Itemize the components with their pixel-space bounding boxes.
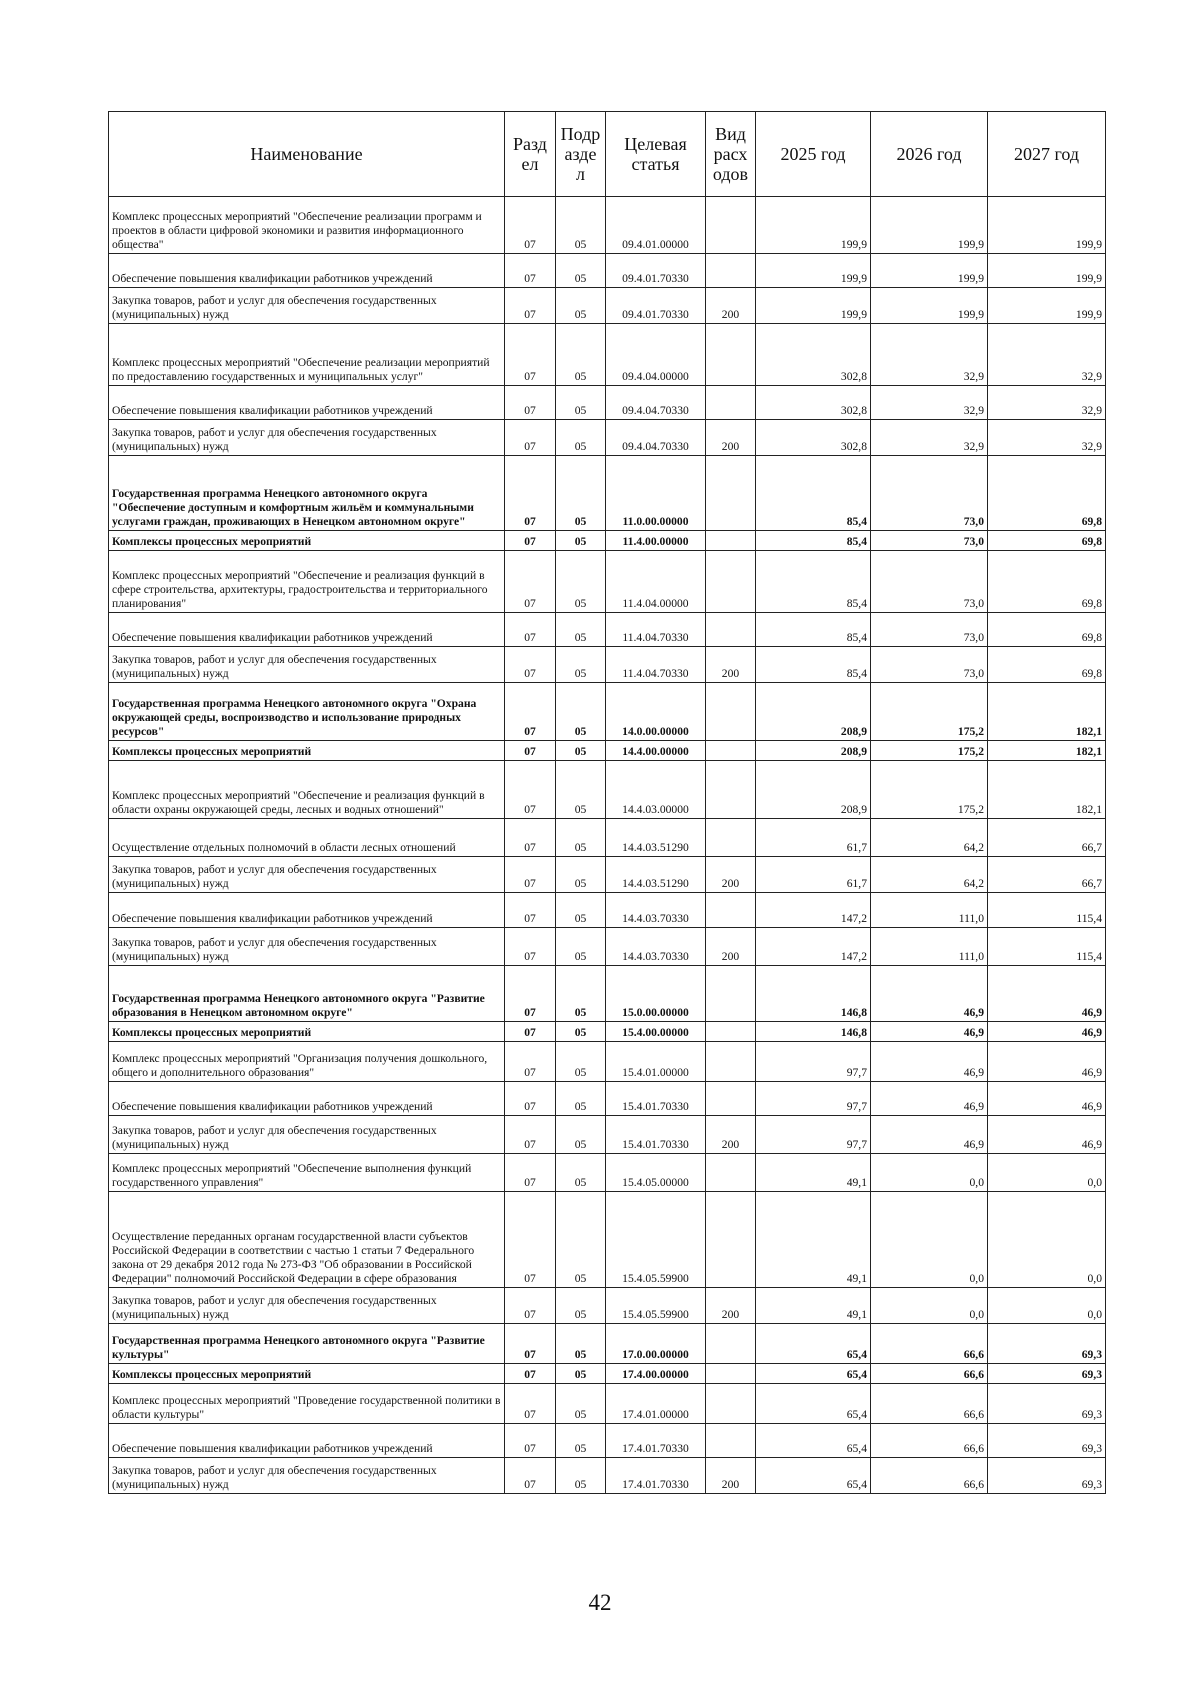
cell-name: Закупка товаров, работ и услуг для обеспечения государственных (муниципальных) нужд xyxy=(109,420,505,456)
cell-podrazdel: 05 xyxy=(556,1424,606,1458)
header-name: Наименование xyxy=(109,112,505,197)
cell-name: Закупка товаров, работ и услуг для обеспечения государственных (муниципальных) нужд xyxy=(109,1288,505,1324)
cell-name: Комплекс процессных мероприятий "Обеспечение и реализация функций в сфере строительства, архитектуры, градостроительства и территориального планирования" xyxy=(109,551,505,613)
cell-target-article: 09.4.04.70330 xyxy=(606,420,706,456)
cell-target-article: 14.4.00.00000 xyxy=(606,741,706,761)
cell-expense-type xyxy=(706,1384,756,1424)
table-row xyxy=(109,1288,1106,1324)
cell-target-article: 14.4.03.51290 xyxy=(606,819,706,857)
cell-expense-type xyxy=(706,761,756,819)
cell-year-2026: 66,6 xyxy=(871,1384,988,1424)
cell-year-2027: 69,3 xyxy=(988,1324,1106,1364)
cell-expense-type xyxy=(706,551,756,613)
cell-year-2027: 182,1 xyxy=(988,683,1106,741)
table-row xyxy=(109,288,1106,324)
cell-target-article: 17.0.00.00000 xyxy=(606,1324,706,1364)
cell-year-2026: 175,2 xyxy=(871,683,988,741)
header-target-article: Целевая статья xyxy=(606,112,706,197)
cell-razdel: 07 xyxy=(505,966,556,1022)
table-row xyxy=(109,420,1106,456)
cell-year-2027: 199,9 xyxy=(988,288,1106,324)
cell-name: Комплекс процессных мероприятий "Обеспечение реализации мероприятий по предоставлению государственных и муниципальных услуг" xyxy=(109,324,505,386)
cell-podrazdel: 05 xyxy=(556,741,606,761)
cell-expense-type xyxy=(706,1192,756,1288)
cell-name: Закупка товаров, работ и услуг для обеспечения государственных (муниципальных) нужд xyxy=(109,1116,505,1154)
cell-name: Государственная программа Ненецкого автономного округа "Развитие образования в Ненецком автономном округе" xyxy=(109,966,505,1022)
cell-name: Комплексы процессных мероприятий xyxy=(109,1022,505,1042)
cell-year-2027: 182,1 xyxy=(988,761,1106,819)
cell-year-2025: 85,4 xyxy=(756,613,871,647)
cell-year-2027: 69,8 xyxy=(988,647,1106,683)
cell-razdel: 07 xyxy=(505,1192,556,1288)
cell-razdel: 07 xyxy=(505,1384,556,1424)
cell-year-2025: 85,4 xyxy=(756,456,871,531)
cell-year-2025: 85,4 xyxy=(756,647,871,683)
cell-podrazdel: 05 xyxy=(556,420,606,456)
cell-name: Обеспечение повышения квалификации работников учреждений xyxy=(109,1082,505,1116)
cell-razdel: 07 xyxy=(505,1458,556,1494)
cell-year-2027: 69,8 xyxy=(988,613,1106,647)
cell-podrazdel: 05 xyxy=(556,1082,606,1116)
cell-razdel: 07 xyxy=(505,288,556,324)
cell-razdel: 07 xyxy=(505,683,556,741)
cell-name: Обеспечение повышения квалификации работников учреждений xyxy=(109,386,505,420)
table-row xyxy=(109,456,1106,531)
cell-expense-type xyxy=(706,324,756,386)
table-row xyxy=(109,324,1106,386)
cell-razdel: 07 xyxy=(505,928,556,966)
table-row xyxy=(109,531,1106,551)
table-row xyxy=(109,197,1106,254)
table-row xyxy=(109,1042,1106,1082)
cell-expense-type xyxy=(706,197,756,254)
cell-name: Комплекс процессных мероприятий "Организация получения дошкольного, общего и дополнительного образования" xyxy=(109,1042,505,1082)
cell-year-2026: 66,6 xyxy=(871,1324,988,1364)
cell-razdel: 07 xyxy=(505,324,556,386)
cell-expense-type: 200 xyxy=(706,420,756,456)
cell-target-article: 09.4.01.70330 xyxy=(606,288,706,324)
cell-year-2026: 111,0 xyxy=(871,893,988,928)
table-row xyxy=(109,1154,1106,1192)
cell-target-article: 15.4.05.00000 xyxy=(606,1154,706,1192)
cell-year-2026: 73,0 xyxy=(871,531,988,551)
cell-year-2027: 32,9 xyxy=(988,386,1106,420)
cell-year-2027: 0,0 xyxy=(988,1288,1106,1324)
header-year-2027: 2027 год xyxy=(988,112,1106,197)
cell-target-article: 11.4.04.70330 xyxy=(606,647,706,683)
cell-year-2025: 61,7 xyxy=(756,857,871,893)
cell-year-2026: 199,9 xyxy=(871,197,988,254)
cell-target-article: 09.4.04.70330 xyxy=(606,386,706,420)
cell-year-2027: 69,8 xyxy=(988,551,1106,613)
cell-razdel: 07 xyxy=(505,420,556,456)
cell-target-article: 14.0.00.00000 xyxy=(606,683,706,741)
cell-razdel: 07 xyxy=(505,1364,556,1384)
cell-year-2026: 175,2 xyxy=(871,741,988,761)
cell-year-2026: 175,2 xyxy=(871,761,988,819)
cell-razdel: 07 xyxy=(505,197,556,254)
cell-expense-type xyxy=(706,456,756,531)
cell-year-2025: 208,9 xyxy=(756,761,871,819)
table-row xyxy=(109,857,1106,893)
cell-year-2025: 199,9 xyxy=(756,197,871,254)
table-row xyxy=(109,928,1106,966)
cell-expense-type: 200 xyxy=(706,288,756,324)
cell-target-article: 15.4.01.70330 xyxy=(606,1116,706,1154)
cell-year-2025: 65,4 xyxy=(756,1324,871,1364)
cell-expense-type xyxy=(706,254,756,288)
cell-year-2026: 64,2 xyxy=(871,819,988,857)
cell-expense-type xyxy=(706,819,756,857)
cell-podrazdel: 05 xyxy=(556,819,606,857)
cell-name: Комплекс процессных мероприятий "Обеспечение выполнения функций государственного управления" xyxy=(109,1154,505,1192)
header-expense-type: Вид расх одов xyxy=(706,112,756,197)
cell-target-article: 17.4.00.00000 xyxy=(606,1364,706,1384)
cell-podrazdel: 05 xyxy=(556,857,606,893)
table-row xyxy=(109,819,1106,857)
cell-year-2025: 302,8 xyxy=(756,386,871,420)
cell-razdel: 07 xyxy=(505,1116,556,1154)
cell-year-2027: 0,0 xyxy=(988,1154,1106,1192)
cell-expense-type: 200 xyxy=(706,1458,756,1494)
cell-year-2027: 69,3 xyxy=(988,1424,1106,1458)
cell-expense-type: 200 xyxy=(706,857,756,893)
cell-podrazdel: 05 xyxy=(556,1384,606,1424)
cell-podrazdel: 05 xyxy=(556,456,606,531)
cell-year-2026: 66,6 xyxy=(871,1364,988,1384)
cell-target-article: 11.4.04.00000 xyxy=(606,551,706,613)
table-row xyxy=(109,893,1106,928)
cell-name: Закупка товаров, работ и услуг для обеспечения государственных (муниципальных) нужд xyxy=(109,1458,505,1494)
cell-podrazdel: 05 xyxy=(556,613,606,647)
cell-expense-type xyxy=(706,966,756,1022)
cell-name: Осуществление отдельных полномочий в области лесных отношений xyxy=(109,819,505,857)
cell-year-2025: 199,9 xyxy=(756,254,871,288)
cell-year-2025: 85,4 xyxy=(756,531,871,551)
table-row xyxy=(109,386,1106,420)
cell-year-2025: 49,1 xyxy=(756,1192,871,1288)
cell-razdel: 07 xyxy=(505,647,556,683)
cell-podrazdel: 05 xyxy=(556,966,606,1022)
table-row xyxy=(109,761,1106,819)
cell-podrazdel: 05 xyxy=(556,1364,606,1384)
cell-year-2027: 46,9 xyxy=(988,1116,1106,1154)
cell-expense-type xyxy=(706,386,756,420)
cell-podrazdel: 05 xyxy=(556,531,606,551)
cell-name: Обеспечение повышения квалификации работников учреждений xyxy=(109,1424,505,1458)
cell-name: Государственная программа Ненецкого автономного округа "Охрана окружающей среды, воспроизводство и использование природных ресурсов" xyxy=(109,683,505,741)
cell-year-2027: 66,7 xyxy=(988,819,1106,857)
table-row xyxy=(109,1458,1106,1494)
cell-podrazdel: 05 xyxy=(556,1042,606,1082)
table-row xyxy=(109,1022,1106,1042)
cell-podrazdel: 05 xyxy=(556,288,606,324)
table-row xyxy=(109,254,1106,288)
table-row xyxy=(109,1082,1106,1116)
header-razdel: Разд ел xyxy=(505,112,556,197)
table-body xyxy=(109,197,1106,1494)
cell-year-2025: 199,9 xyxy=(756,288,871,324)
cell-razdel: 07 xyxy=(505,1082,556,1116)
cell-razdel: 07 xyxy=(505,1022,556,1042)
cell-year-2025: 97,7 xyxy=(756,1042,871,1082)
header-year-2025: 2025 год xyxy=(756,112,871,197)
table-row xyxy=(109,1116,1106,1154)
cell-razdel: 07 xyxy=(505,857,556,893)
cell-name: Закупка товаров, работ и услуг для обеспечения государственных (муниципальных) нужд xyxy=(109,928,505,966)
cell-year-2026: 46,9 xyxy=(871,1116,988,1154)
cell-year-2027: 69,8 xyxy=(988,531,1106,551)
cell-expense-type: 200 xyxy=(706,1116,756,1154)
cell-target-article: 15.4.05.59900 xyxy=(606,1288,706,1324)
cell-year-2027: 32,9 xyxy=(988,420,1106,456)
cell-podrazdel: 05 xyxy=(556,1324,606,1364)
cell-target-article: 14.4.03.00000 xyxy=(606,761,706,819)
cell-razdel: 07 xyxy=(505,761,556,819)
cell-razdel: 07 xyxy=(505,893,556,928)
cell-name: Обеспечение повышения квалификации работников учреждений xyxy=(109,893,505,928)
cell-razdel: 07 xyxy=(505,1042,556,1082)
cell-year-2026: 46,9 xyxy=(871,1022,988,1042)
cell-name: Обеспечение повышения квалификации работников учреждений xyxy=(109,613,505,647)
cell-name: Комплексы процессных мероприятий xyxy=(109,741,505,761)
cell-year-2027: 69,3 xyxy=(988,1384,1106,1424)
cell-podrazdel: 05 xyxy=(556,324,606,386)
cell-year-2025: 208,9 xyxy=(756,741,871,761)
cell-year-2025: 97,7 xyxy=(756,1116,871,1154)
cell-expense-type xyxy=(706,1042,756,1082)
cell-target-article: 14.4.03.70330 xyxy=(606,893,706,928)
cell-name: Комплекс процессных мероприятий "Обеспечение реализации программ и проектов в области цифровой экономики и развития информационного общества" xyxy=(109,197,505,254)
cell-year-2027: 46,9 xyxy=(988,1042,1106,1082)
cell-podrazdel: 05 xyxy=(556,1022,606,1042)
cell-name: Закупка товаров, работ и услуг для обеспечения государственных (муниципальных) нужд xyxy=(109,857,505,893)
cell-name: Комплекс процессных мероприятий "Обеспечение и реализация функций в области охраны окружающей среды, лесных и водных отношений" xyxy=(109,761,505,819)
cell-razdel: 07 xyxy=(505,551,556,613)
cell-podrazdel: 05 xyxy=(556,254,606,288)
cell-year-2025: 147,2 xyxy=(756,893,871,928)
cell-name: Комплексы процессных мероприятий xyxy=(109,1364,505,1384)
cell-expense-type xyxy=(706,613,756,647)
header-podrazdel: Подр азде л xyxy=(556,112,606,197)
table-row xyxy=(109,1424,1106,1458)
cell-year-2027: 182,1 xyxy=(988,741,1106,761)
cell-year-2027: 199,9 xyxy=(988,197,1106,254)
cell-razdel: 07 xyxy=(505,1424,556,1458)
cell-year-2025: 208,9 xyxy=(756,683,871,741)
cell-target-article: 09.4.01.00000 xyxy=(606,197,706,254)
cell-expense-type xyxy=(706,741,756,761)
cell-year-2025: 49,1 xyxy=(756,1154,871,1192)
cell-year-2027: 0,0 xyxy=(988,1192,1106,1288)
cell-year-2025: 65,4 xyxy=(756,1364,871,1384)
cell-podrazdel: 05 xyxy=(556,1116,606,1154)
cell-year-2027: 32,9 xyxy=(988,324,1106,386)
cell-target-article: 15.0.00.00000 xyxy=(606,966,706,1022)
cell-name: Закупка товаров, работ и услуг для обеспечения государственных (муниципальных) нужд xyxy=(109,647,505,683)
cell-year-2025: 146,8 xyxy=(756,966,871,1022)
cell-expense-type: 200 xyxy=(706,928,756,966)
cell-podrazdel: 05 xyxy=(556,1192,606,1288)
cell-year-2027: 69,3 xyxy=(988,1364,1106,1384)
cell-year-2026: 111,0 xyxy=(871,928,988,966)
table-row xyxy=(109,613,1106,647)
cell-year-2027: 199,9 xyxy=(988,254,1106,288)
cell-year-2026: 73,0 xyxy=(871,647,988,683)
cell-year-2025: 65,4 xyxy=(756,1458,871,1494)
cell-razdel: 07 xyxy=(505,456,556,531)
table-row xyxy=(109,683,1106,741)
cell-year-2027: 46,9 xyxy=(988,1022,1106,1042)
cell-year-2027: 115,4 xyxy=(988,893,1106,928)
cell-expense-type xyxy=(706,1022,756,1042)
table-row xyxy=(109,647,1106,683)
cell-name: Государственная программа Ненецкого автономного округа "Развитие культуры" xyxy=(109,1324,505,1364)
cell-year-2025: 147,2 xyxy=(756,928,871,966)
cell-razdel: 07 xyxy=(505,741,556,761)
cell-target-article: 11.0.00.00000 xyxy=(606,456,706,531)
cell-podrazdel: 05 xyxy=(556,683,606,741)
table-row xyxy=(109,1384,1106,1424)
cell-podrazdel: 05 xyxy=(556,1288,606,1324)
cell-razdel: 07 xyxy=(505,254,556,288)
cell-year-2025: 85,4 xyxy=(756,551,871,613)
page-number: 42 xyxy=(588,1590,612,1615)
cell-target-article: 11.4.00.00000 xyxy=(606,531,706,551)
cell-razdel: 07 xyxy=(505,1324,556,1364)
cell-expense-type xyxy=(706,683,756,741)
cell-razdel: 07 xyxy=(505,613,556,647)
cell-year-2026: 73,0 xyxy=(871,613,988,647)
cell-year-2026: 32,9 xyxy=(871,420,988,456)
cell-target-article: 15.4.01.70330 xyxy=(606,1082,706,1116)
cell-expense-type xyxy=(706,893,756,928)
cell-year-2027: 46,9 xyxy=(988,1082,1106,1116)
cell-name: Осуществление переданных органам государственной власти субъектов Российской Федерации в соответствии с частью 1 статьи 7 Федерального закона от 29 декабря 2012 года № 273-ФЗ "Об образовании в Российской Федерации" полномочий Российской Федерации в сфере образования xyxy=(109,1192,505,1288)
cell-year-2026: 199,9 xyxy=(871,254,988,288)
cell-razdel: 07 xyxy=(505,531,556,551)
cell-year-2026: 66,6 xyxy=(871,1424,988,1458)
cell-year-2026: 66,6 xyxy=(871,1458,988,1494)
cell-razdel: 07 xyxy=(505,1288,556,1324)
cell-razdel: 07 xyxy=(505,819,556,857)
cell-podrazdel: 05 xyxy=(556,1154,606,1192)
table-row xyxy=(109,1192,1106,1288)
cell-podrazdel: 05 xyxy=(556,197,606,254)
cell-podrazdel: 05 xyxy=(556,761,606,819)
cell-year-2025: 146,8 xyxy=(756,1022,871,1042)
cell-target-article: 11.4.04.70330 xyxy=(606,613,706,647)
cell-year-2026: 46,9 xyxy=(871,1082,988,1116)
cell-podrazdel: 05 xyxy=(556,386,606,420)
cell-expense-type xyxy=(706,1154,756,1192)
cell-expense-type xyxy=(706,1424,756,1458)
cell-year-2025: 65,4 xyxy=(756,1424,871,1458)
cell-name: Комплексы процессных мероприятий xyxy=(109,531,505,551)
cell-year-2027: 69,3 xyxy=(988,1458,1106,1494)
cell-year-2026: 0,0 xyxy=(871,1192,988,1288)
cell-year-2025: 302,8 xyxy=(756,420,871,456)
cell-name: Обеспечение повышения квалификации работников учреждений xyxy=(109,254,505,288)
table-row xyxy=(109,741,1106,761)
cell-year-2025: 49,1 xyxy=(756,1288,871,1324)
table-row xyxy=(109,551,1106,613)
cell-expense-type: 200 xyxy=(706,1288,756,1324)
cell-year-2026: 46,9 xyxy=(871,966,988,1022)
cell-podrazdel: 05 xyxy=(556,928,606,966)
cell-year-2026: 32,9 xyxy=(871,324,988,386)
table-row xyxy=(109,1324,1106,1364)
cell-year-2026: 73,0 xyxy=(871,551,988,613)
cell-year-2027: 115,4 xyxy=(988,928,1106,966)
cell-razdel: 07 xyxy=(505,386,556,420)
cell-year-2026: 0,0 xyxy=(871,1154,988,1192)
cell-year-2026: 46,9 xyxy=(871,1042,988,1082)
cell-target-article: 17.4.01.70330 xyxy=(606,1458,706,1494)
cell-podrazdel: 05 xyxy=(556,1458,606,1494)
cell-year-2027: 66,7 xyxy=(988,857,1106,893)
cell-target-article: 15.4.05.59900 xyxy=(606,1192,706,1288)
cell-year-2025: 61,7 xyxy=(756,819,871,857)
cell-target-article: 17.4.01.70330 xyxy=(606,1424,706,1458)
cell-podrazdel: 05 xyxy=(556,893,606,928)
cell-year-2025: 65,4 xyxy=(756,1384,871,1424)
cell-expense-type: 200 xyxy=(706,647,756,683)
cell-year-2026: 0,0 xyxy=(871,1288,988,1324)
cell-podrazdel: 05 xyxy=(556,551,606,613)
cell-expense-type xyxy=(706,1082,756,1116)
cell-name: Закупка товаров, работ и услуг для обеспечения государственных (муниципальных) нужд xyxy=(109,288,505,324)
cell-expense-type xyxy=(706,1364,756,1384)
table-header-row xyxy=(109,112,1106,197)
budget-table xyxy=(108,111,1106,1494)
cell-target-article: 17.4.01.00000 xyxy=(606,1384,706,1424)
table-row xyxy=(109,1364,1106,1384)
cell-podrazdel: 05 xyxy=(556,647,606,683)
cell-year-2027: 46,9 xyxy=(988,966,1106,1022)
cell-target-article: 14.4.03.70330 xyxy=(606,928,706,966)
cell-target-article: 15.4.00.00000 xyxy=(606,1022,706,1042)
header-year-2026: 2026 год xyxy=(871,112,988,197)
cell-target-article: 09.4.04.00000 xyxy=(606,324,706,386)
cell-year-2025: 302,8 xyxy=(756,324,871,386)
cell-year-2025: 97,7 xyxy=(756,1082,871,1116)
cell-razdel: 07 xyxy=(505,1154,556,1192)
cell-expense-type xyxy=(706,531,756,551)
cell-name: Государственная программа Ненецкого автономного округа "Обеспечение доступным и комфортным жильём и коммунальными услугами граждан, проживающих в Ненецком автономном округе" xyxy=(109,456,505,531)
cell-year-2026: 199,9 xyxy=(871,288,988,324)
cell-name: Комплекс процессных мероприятий "Проведение государственной политики в области культуры" xyxy=(109,1384,505,1424)
cell-year-2027: 69,8 xyxy=(988,456,1106,531)
cell-year-2026: 32,9 xyxy=(871,386,988,420)
cell-expense-type xyxy=(706,1324,756,1364)
table-row xyxy=(109,966,1106,1022)
cell-year-2026: 73,0 xyxy=(871,456,988,531)
cell-target-article: 15.4.01.00000 xyxy=(606,1042,706,1082)
cell-year-2026: 64,2 xyxy=(871,857,988,893)
cell-target-article: 14.4.03.51290 xyxy=(606,857,706,893)
cell-target-article: 09.4.01.70330 xyxy=(606,254,706,288)
